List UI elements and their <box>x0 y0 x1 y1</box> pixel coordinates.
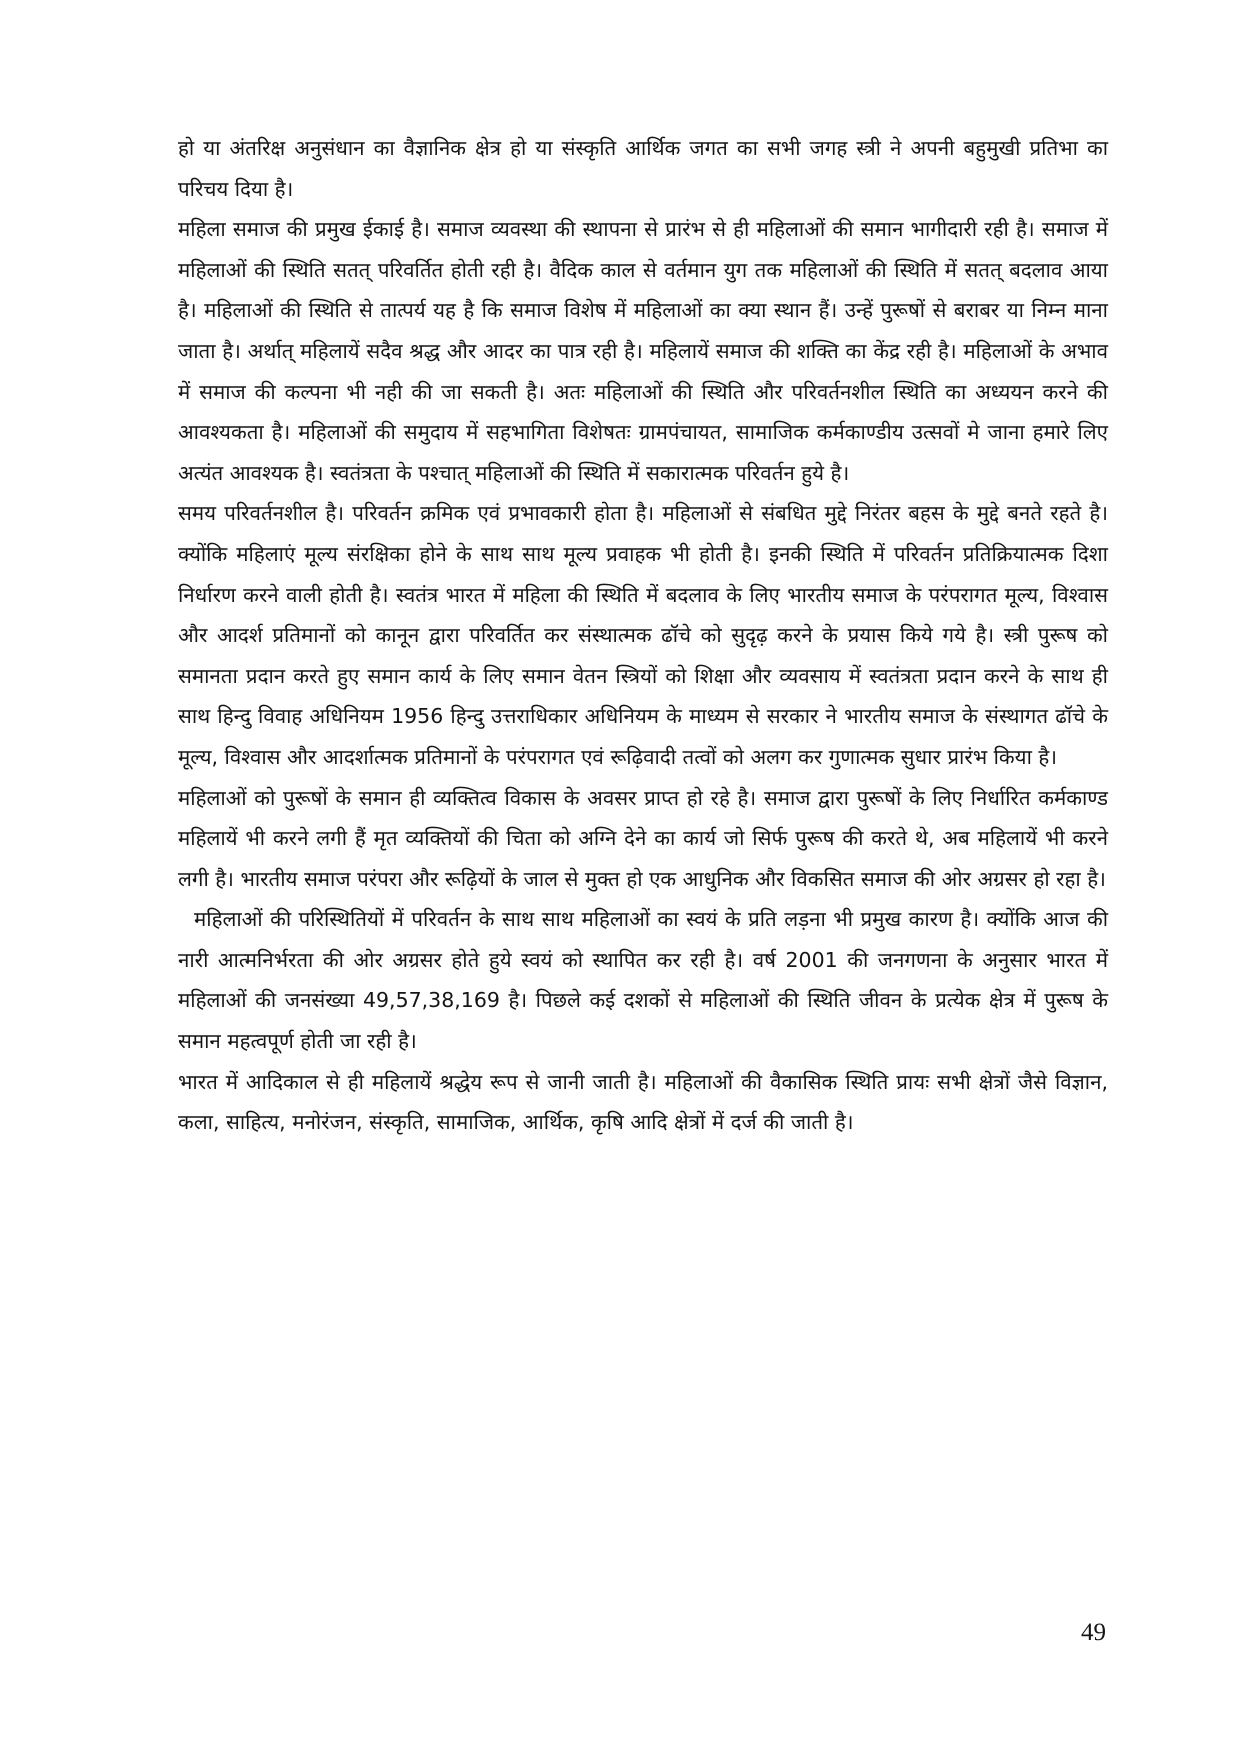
paragraph-reverence: भारत में आदिकाल से ही महिलायें श्रद्धेय रूप से जानी जाती है। महिलाओं की वैकासिक स्थिति प्रायः सभी क्षेत्रों जैसे विज्ञान, कला, साहित्य, मनोरंजन, संस्कृति, सामाजिक, आर्थिक, कृषि आदि क्षेत्रों में दर्ज की जाती है। <box>178 1069 1108 1135</box>
paragraph-equal-opportunity: महिलाओं को पुरूषों के समान ही व्यक्तित्व विकास के अवसर प्राप्त हो रहे है। समाज द्वारा पुरूषों के लिए निर्धारित कर्मकाण्ड महिलायें भी करने लगी हैं मृत व्यक्तियों की चिता को अग्नि देने का कार्य जो सिर्फ पुरूष की करते थे, अब महिलायें भी करने लगी है। भारतीय समाज परंपरा और रूढ़ियों के जाल से मुक्त हो एक आधुनिक और विकसित समाज की ओर अग्रसर हो रहा है। <box>178 785 1108 891</box>
document-body <box>178 128 1108 1143</box>
paragraph-census: महिलाओं की परिस्थितियों में परिवर्तन के साथ साथ महिलाओं का स्वयं के प्रति लड़ना भी प्रमुख कारण है। क्योंकि आज की नारी आत्मनिर्भरता की ओर अग्रसर होते हुये स्वयं को स्थापित कर रही है। वर्ष 2001 की जनगणना के अनुसार भारत में महिलाओं की जनसंख्या 49,57,38,169 है। पिछले कई दशकों से महिलाओं की स्थिति जीवन के प्रत्येक क्षेत्र में पुरूष के समान महत्वपूर्ण होती जा रही है। <box>178 907 1108 1054</box>
page-number: 49 <box>1081 1619 1106 1646</box>
paragraph-changing-times: समय परिवर्तनशील है। परिवर्तन क्रमिक एवं प्रभावकारी होता है। महिलाओं से संबधित मुद्दे निरंतर बहस के मुद्दे बनते रहते है। क्योंकि महिलाएं मूल्य संरक्षिका होने के साथ साथ मूल्य प्रवाहक भी होती है। इनकी स्थिति में परिवर्तन प्रतिक्रियात्मक दिशा निर्धारण करने वाली होती है। स्वतंत्र भारत में महिला की स्थिति में बदलाव के लिए भारतीय समाज के परंपरागत मूल्य, विश्वास और आदर्श प्रतिमानों को कानून द्वारा परिवर्तित कर संस्थात्मक ढॉचे को सुदृढ़ करने के प्रयास किये गये है। स्त्री पुरूष को समानता प्रदान करते हुए समान कार्य के लिए समान वेतन स्त्रियों को शिक्षा और व्यवसाय में स्वतंत्रता प्रदान करने के साथ ही साथ हिन्दु विवाह अधिनियम 1956 हिन्दु उत्तराधिकार अधिनियम के माध्यम से सरकार ने भारतीय समाज के संस्थागत ढॉचे के मूल्य, विश्वास और आदर्शात्मक प्रतिमानों के परंपरागत एवं रूढ़िवादी तत्वों को अलग कर गुणात्मक सुधार प्रारंभ किया है। <box>178 501 1108 769</box>
paragraph-space-research: हो या अंतरिक्ष अनुसंधान का वैज्ञानिक क्षेत्र हो या संस्कृति आर्थिक जगत का सभी जगह स्त्री ने अपनी बहुमुखी प्रतिभा का परिचय दिया है। <box>178 136 1108 201</box>
paragraph-women-in-society: महिला समाज की प्रमुख ईकाई है। समाज व्यवस्था की स्थापना से प्रारंभ से ही महिलाओं की समान भागीदारी रही है। समाज में महिलाओं की स्थिति सतत् परिवर्तित होती रही है। वैदिक काल से वर्तमान युग तक महिलाओं की स्थिति में सतत् बदलाव आया है। महिलाओं की स्थिति से तात्पर्य यह है कि समाज विशेष में महिलाओं का क्या स्थान हैं। उन्हें पुरूषों से बराबर या निम्न माना जाता है। अर्थात् महिलायें सदैव श्रद्ध और आदर का पात्र रही है। महिलायें समाज की शक्ति का केंद्र रही है। महिलाओं के अभाव में समाज की कल्पना भी नही की जा सकती है। अतः महिलाओं की स्थिति और परिवर्तनशील स्थिति का अध्ययन करने की आवश्यकता है। महिलाओं की समुदाय में सहभागिता विशेषतः ग्रामपंचायत, सामाजिक कर्मकाण्डीय उत्सवों मे जाना हमारे लिए अत्यंत आवश्यक है। स्वतंत्रता के पश्चात् महिलाओं की स्थिति में सकारात्मक परिवर्तन हुये है। <box>178 217 1108 485</box>
